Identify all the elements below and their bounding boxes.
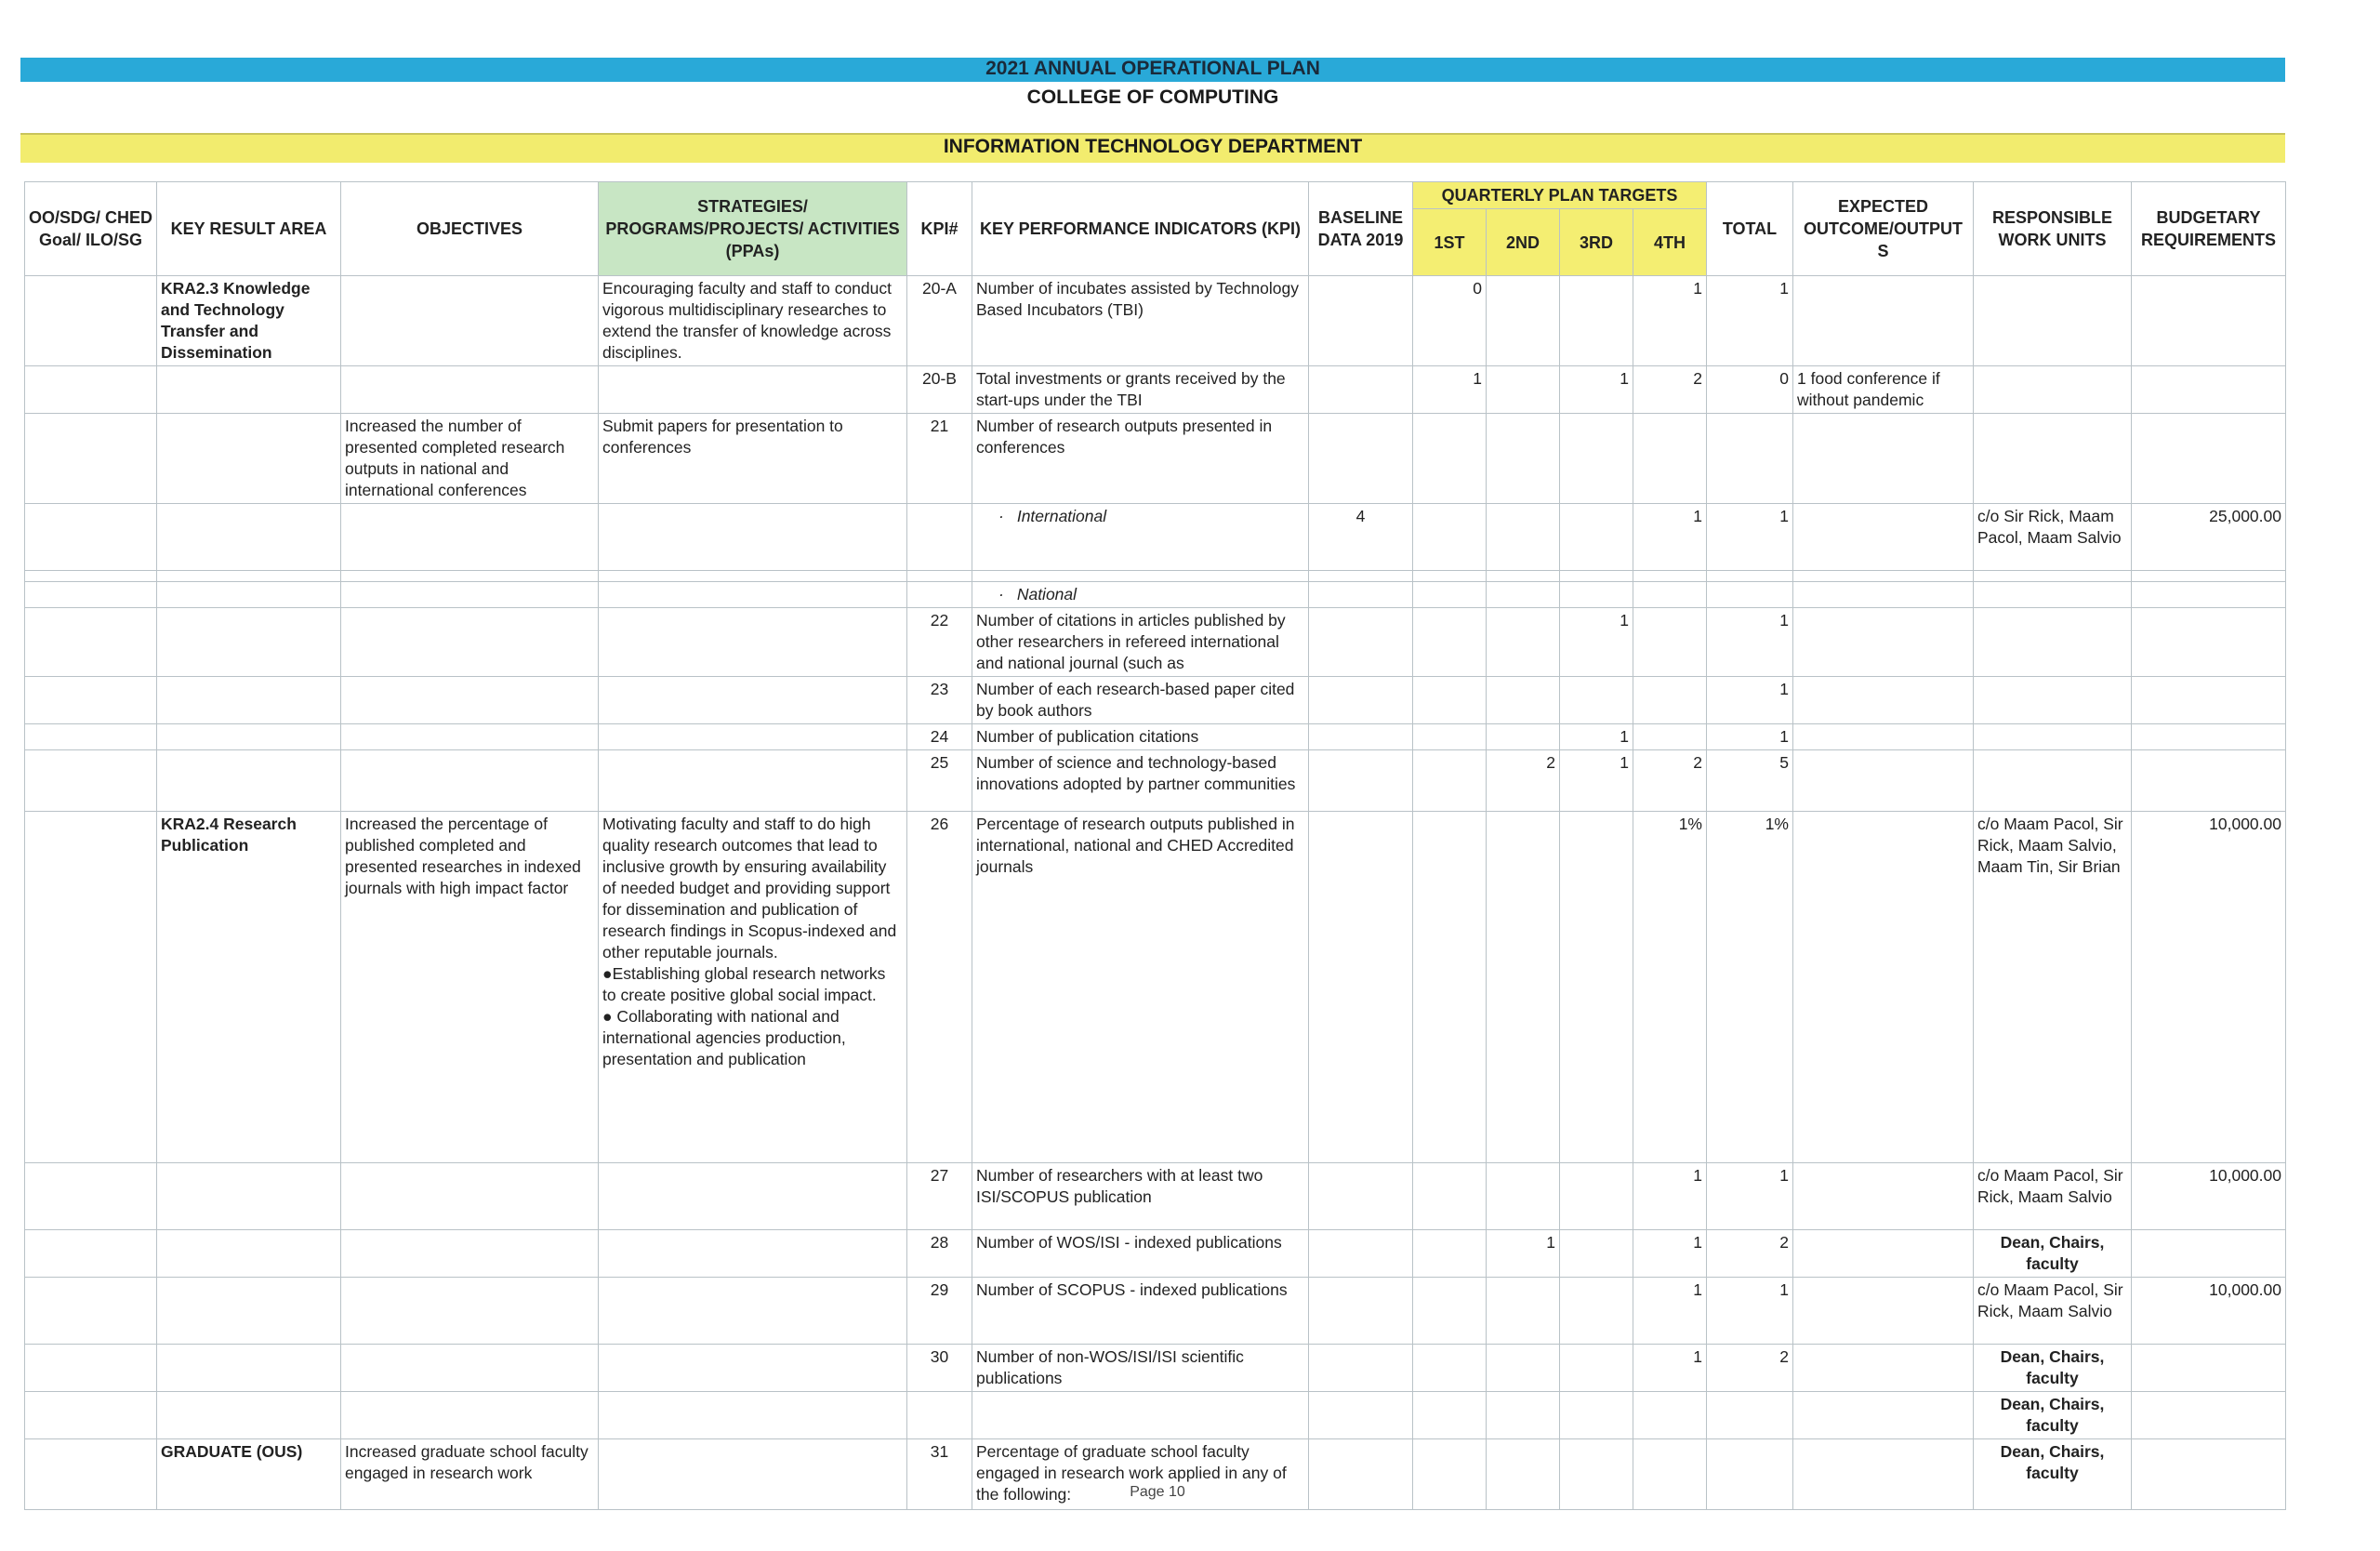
cell-kpi: Number of publication citations [972, 724, 1309, 750]
cell-strategy [599, 582, 907, 608]
cell-q3 [1560, 571, 1633, 582]
cell-q2: 2 [1487, 750, 1560, 812]
cell-objective [341, 677, 599, 724]
cell-strategy [599, 724, 907, 750]
col-responsible: RESPONSIBLE WORK UNITS [1974, 182, 2132, 276]
table-row [25, 571, 2286, 582]
cell-q1 [1413, 1345, 1487, 1392]
cell-baseline [1309, 724, 1413, 750]
cell-q4 [1633, 1392, 1707, 1439]
cell-kpi-number [907, 582, 972, 608]
cell-responsible: c/o Maam Pacol, Sir Rick, Maam Salvio, Maam Tin, Sir Brian [1974, 812, 2132, 1163]
table-row [25, 1392, 2286, 1439]
cell-responsible: c/o Maam Pacol, Sir Rick, Maam Salvio [1974, 1163, 2132, 1230]
cell-kra [157, 608, 341, 677]
cell-baseline [1309, 366, 1413, 414]
cell-q2 [1487, 724, 1560, 750]
table-row [25, 750, 2286, 812]
cell-q3: 1 [1560, 750, 1633, 812]
cell-kra: KRA2.4 Research Publication [157, 812, 341, 1163]
cell-q1 [1413, 1278, 1487, 1345]
cell-objective [341, 366, 599, 414]
cell-kra [157, 1392, 341, 1439]
cell-q4: 1% [1633, 812, 1707, 1163]
cell-q4 [1633, 582, 1707, 608]
col-kra: KEY RESULT AREA [157, 182, 341, 276]
col-kpi: KEY PERFORMANCE INDICATORS (KPI) [972, 182, 1309, 276]
cell-oosdg [25, 1230, 157, 1278]
cell-q4 [1633, 571, 1707, 582]
cell-q1 [1413, 1163, 1487, 1230]
cell-objective [341, 724, 599, 750]
cell-total: 1 [1707, 608, 1793, 677]
col-quarterly-targets: QUARTERLY PLAN TARGETS [1413, 182, 1707, 209]
cell-q4 [1633, 414, 1707, 504]
cell-oosdg [25, 1163, 157, 1230]
cell-strategy [599, 812, 907, 1163]
cell-kra: KRA2.3 Knowledge and Technology Transfer and Dissemination [157, 276, 341, 366]
cell-kpi-number: 30 [907, 1345, 972, 1392]
cell-expected [1793, 1278, 1974, 1345]
cell-q2 [1487, 608, 1560, 677]
cell-oosdg [25, 504, 157, 571]
table-row [25, 677, 2286, 724]
cell-q3 [1560, 276, 1633, 366]
cell-total: 1 [1707, 504, 1793, 571]
cell-q2 [1487, 571, 1560, 582]
cell-kpi-number: 23 [907, 677, 972, 724]
cell-responsible [1974, 677, 2132, 724]
cell-expected [1793, 571, 1974, 582]
cell-q4: 1 [1633, 1345, 1707, 1392]
cell-kpi-number: 25 [907, 750, 972, 812]
cell-expected [1793, 582, 1974, 608]
cell-q2 [1487, 414, 1560, 504]
cell-responsible [1974, 571, 2132, 582]
cell-objective [341, 1392, 599, 1439]
cell-budget [2132, 414, 2286, 504]
cell-responsible [1974, 276, 2132, 366]
cell-oosdg [25, 366, 157, 414]
page-number: Page 10 [1130, 1484, 1185, 1500]
cell-total: 1 [1707, 1163, 1793, 1230]
cell-responsible: Dean, Chairs, faculty [1974, 1439, 2132, 1510]
cell-budget: 10,000.00 [2132, 812, 2286, 1163]
table-row [25, 1230, 2286, 1278]
cell-kpi: Number of SCOPUS - indexed publications [972, 1278, 1309, 1345]
strategy-paragraph: ● Collaborating with national and international agencies production, presentation and publication [602, 1007, 846, 1068]
cell-kpi [972, 1392, 1309, 1439]
cell-budget: 25,000.00 [2132, 504, 2286, 571]
cell-objective [341, 1345, 599, 1392]
cell-responsible: c/o Maam Pacol, Sir Rick, Maam Salvio [1974, 1278, 2132, 1345]
cell-strategy [599, 1392, 907, 1439]
col-kpi-number: KPI# [907, 182, 972, 276]
cell-total: 2 [1707, 1345, 1793, 1392]
cell-strategy [599, 1278, 907, 1345]
table-row [25, 724, 2286, 750]
col-baseline: BASELINE DATA 2019 [1309, 182, 1413, 276]
col-q4: 4TH [1633, 209, 1707, 276]
cell-q3 [1560, 1392, 1633, 1439]
cell-expected: 1 food conference if without pandemic [1793, 366, 1974, 414]
cell-objective [341, 504, 599, 571]
cell-baseline [1309, 1278, 1413, 1345]
cell-strategy: Encouraging faculty and staff to conduct vigorous multidisciplinary researches to extend the transfer of knowledge across disciplines. [599, 276, 907, 366]
cell-kra [157, 414, 341, 504]
cell-q1 [1413, 504, 1487, 571]
cell-oosdg [25, 414, 157, 504]
cell-kra [157, 1345, 341, 1392]
cell-kpi-number [907, 1392, 972, 1439]
cell-budget [2132, 571, 2286, 582]
cell-oosdg [25, 1278, 157, 1345]
cell-q1 [1413, 1392, 1487, 1439]
cell-kpi-number: 20-B [907, 366, 972, 414]
cell-q1 [1413, 1230, 1487, 1278]
kpi-subitem: · International [998, 507, 1107, 525]
cell-kpi: Percentage of research outputs published in international, national and CHED Accredited journals [972, 812, 1309, 1163]
table-row [25, 366, 2286, 414]
cell-q3: 1 [1560, 608, 1633, 677]
cell-strategy [599, 608, 907, 677]
cell-responsible [1974, 366, 2132, 414]
cell-kpi: Number of non-WOS/ISI/ISI scientific publications [972, 1345, 1309, 1392]
cell-expected [1793, 1230, 1974, 1278]
cell-kpi-number [907, 571, 972, 582]
table-row [25, 504, 2286, 571]
cell-q2 [1487, 1345, 1560, 1392]
cell-responsible [1974, 414, 2132, 504]
cell-expected [1793, 276, 1974, 366]
cell-q3 [1560, 812, 1633, 1163]
cell-total: 0 [1707, 366, 1793, 414]
cell-objective [341, 582, 599, 608]
cell-q1: 0 [1413, 276, 1487, 366]
col-strategies: STRATEGIES/ PROGRAMS/PROJECTS/ ACTIVITIES (PPAs) [599, 182, 907, 276]
cell-q2 [1487, 582, 1560, 608]
cell-kra [157, 1278, 341, 1345]
cell-kra [157, 677, 341, 724]
cell-q4 [1633, 608, 1707, 677]
cell-objective [341, 276, 599, 366]
cell-baseline [1309, 1392, 1413, 1439]
cell-objective [341, 1230, 599, 1278]
college-title: COLLEGE OF COMPUTING [1026, 86, 1279, 108]
cell-q1 [1413, 414, 1487, 504]
col-expected: EXPECTED OUTCOME/OUTPUT S [1793, 182, 1974, 276]
cell-q1 [1413, 571, 1487, 582]
cell-kra [157, 1230, 341, 1278]
cell-responsible: Dean, Chairs, faculty [1974, 1345, 2132, 1392]
cell-budget [2132, 1230, 2286, 1278]
cell-q4: 1 [1633, 276, 1707, 366]
cell-oosdg [25, 276, 157, 366]
cell-kra [157, 750, 341, 812]
cell-q1 [1413, 812, 1487, 1163]
cell-kpi: Number of each research-based paper cited by book authors [972, 677, 1309, 724]
cell-objective: Increased the number of presented completed research outputs in national and international conferences [341, 414, 599, 504]
cell-responsible [1974, 724, 2132, 750]
cell-responsible [1974, 582, 2132, 608]
cell-kra [157, 366, 341, 414]
cell-kpi: Percentage of graduate school faculty engaged in research work applied in any of the following: [972, 1439, 1309, 1510]
col-q3: 3RD [1560, 209, 1633, 276]
cell-q3 [1560, 1345, 1633, 1392]
cell-q2 [1487, 677, 1560, 724]
cell-kra: GRADUATE (OUS) [157, 1439, 341, 1510]
cell-q4: 1 [1633, 1278, 1707, 1345]
col-budget: BUDGETARY REQUIREMENTS [2132, 182, 2286, 276]
cell-kpi [972, 504, 1309, 571]
cell-q1 [1413, 608, 1487, 677]
cell-strategy [599, 366, 907, 414]
cell-total [1707, 1392, 1793, 1439]
cell-kra [157, 582, 341, 608]
cell-objective [341, 750, 599, 812]
cell-q4: 1 [1633, 504, 1707, 571]
cell-q4 [1633, 724, 1707, 750]
cell-q4: 1 [1633, 1163, 1707, 1230]
cell-kpi-number: 21 [907, 414, 972, 504]
cell-responsible [1974, 608, 2132, 677]
cell-budget [2132, 750, 2286, 812]
cell-kpi-number: 20-A [907, 276, 972, 366]
cell-q3 [1560, 677, 1633, 724]
cell-kpi-number [907, 504, 972, 571]
cell-objective: Increased the percentage of published completed and presented researches in indexed journals with high impact factor [341, 812, 599, 1163]
cell-kpi-number: 27 [907, 1163, 972, 1230]
cell-objective [341, 1278, 599, 1345]
col-objectives: OBJECTIVES [341, 182, 599, 276]
col-q2: 2ND [1487, 209, 1560, 276]
cell-budget [2132, 582, 2286, 608]
cell-baseline [1309, 582, 1413, 608]
cell-q3 [1560, 1230, 1633, 1278]
cell-strategy [599, 571, 907, 582]
cell-q3 [1560, 1163, 1633, 1230]
col-total: TOTAL [1707, 182, 1793, 276]
cell-total: 1 [1707, 677, 1793, 724]
cell-expected [1793, 724, 1974, 750]
cell-responsible: c/o Sir Rick, Maam Pacol, Maam Salvio [1974, 504, 2132, 571]
cell-q2 [1487, 276, 1560, 366]
cell-expected [1793, 504, 1974, 571]
cell-q2 [1487, 366, 1560, 414]
cell-q2 [1487, 1163, 1560, 1230]
col-oosdg: OO/SDG/ CHED Goal/ ILO/SG [25, 182, 157, 276]
department-title: INFORMATION TECHNOLOGY DEPARTMENT [943, 136, 1363, 157]
cell-objective [341, 608, 599, 677]
cell-baseline [1309, 1230, 1413, 1278]
cell-kpi-number: 28 [907, 1230, 972, 1278]
cell-kra [157, 571, 341, 582]
cell-kpi: Number of WOS/ISI - indexed publications [972, 1230, 1309, 1278]
cell-strategy [599, 1345, 907, 1392]
cell-budget [2132, 608, 2286, 677]
cell-q1 [1413, 724, 1487, 750]
cell-q3: 1 [1560, 366, 1633, 414]
operational-plan-table [24, 181, 2286, 1510]
table-row [25, 1345, 2286, 1392]
cell-baseline [1309, 677, 1413, 724]
cell-oosdg [25, 571, 157, 582]
cell-kra [157, 724, 341, 750]
cell-baseline [1309, 608, 1413, 677]
table-row [25, 582, 2286, 608]
cell-budget: 10,000.00 [2132, 1278, 2286, 1345]
cell-q2 [1487, 504, 1560, 571]
cell-responsible [1974, 750, 2132, 812]
cell-oosdg [25, 812, 157, 1163]
cell-q4: 2 [1633, 750, 1707, 812]
bullet-icon: · [998, 507, 1004, 525]
table-row [25, 1278, 2286, 1345]
cell-total [1707, 571, 1793, 582]
cell-expected [1793, 812, 1974, 1163]
cell-kpi: Total investments or grants received by the start-ups under the TBI [972, 366, 1309, 414]
cell-oosdg [25, 750, 157, 812]
cell-objective [341, 571, 599, 582]
cell-kpi-number: 22 [907, 608, 972, 677]
table-row [25, 276, 2286, 366]
cell-total: 1 [1707, 1278, 1793, 1345]
table-row [25, 608, 2286, 677]
cell-baseline [1309, 1345, 1413, 1392]
cell-objective [341, 1163, 599, 1230]
cell-expected [1793, 414, 1974, 504]
table-row [25, 414, 2286, 504]
cell-responsible: Dean, Chairs, faculty [1974, 1392, 2132, 1439]
cell-q3 [1560, 414, 1633, 504]
cell-budget [2132, 1345, 2286, 1392]
cell-budget [2132, 366, 2286, 414]
cell-total: 5 [1707, 750, 1793, 812]
cell-q3 [1560, 582, 1633, 608]
cell-kra [157, 1163, 341, 1230]
cell-budget [2132, 1392, 2286, 1439]
table-row [25, 1163, 2286, 1230]
cell-oosdg [25, 724, 157, 750]
cell-total: 1% [1707, 812, 1793, 1163]
cell-total [1707, 582, 1793, 608]
cell-q3: 1 [1560, 724, 1633, 750]
cell-expected [1793, 608, 1974, 677]
cell-expected [1793, 1392, 1974, 1439]
cell-responsible: Dean, Chairs, faculty [1974, 1230, 2132, 1278]
cell-strategy: Submit papers for presentation to conferences [599, 414, 907, 504]
cell-baseline [1309, 414, 1413, 504]
strategy-paragraph: ●Establishing global research networks to create positive global social impact. [602, 964, 886, 1004]
cell-kpi: Number of citations in articles published by other researchers in refereed international and national journal (such as [972, 608, 1309, 677]
cell-oosdg [25, 582, 157, 608]
cell-q4 [1633, 677, 1707, 724]
cell-kpi: Number of incubates assisted by Technology Based Incubators (TBI) [972, 276, 1309, 366]
cell-q1 [1413, 750, 1487, 812]
cell-q3 [1560, 504, 1633, 571]
cell-kpi-number: 24 [907, 724, 972, 750]
cell-baseline [1309, 812, 1413, 1163]
bullet-icon: · [998, 585, 1004, 603]
cell-strategy [599, 1230, 907, 1278]
table-row [25, 812, 2286, 1163]
cell-q4: 1 [1633, 1230, 1707, 1278]
cell-q2 [1487, 1278, 1560, 1345]
cell-budget [2132, 276, 2286, 366]
col-q1: 1ST [1413, 209, 1487, 276]
cell-budget [2132, 677, 2286, 724]
cell-strategy [599, 1163, 907, 1230]
cell-q2 [1487, 1392, 1560, 1439]
cell-expected [1793, 750, 1974, 812]
cell-oosdg [25, 1345, 157, 1392]
cell-baseline [1309, 571, 1413, 582]
cell-strategy [599, 750, 907, 812]
cell-baseline [1309, 1163, 1413, 1230]
cell-oosdg [25, 1392, 157, 1439]
kpi-subitem: · National [998, 585, 1078, 603]
cell-total [1707, 414, 1793, 504]
cell-kpi-number: 29 [907, 1278, 972, 1345]
cell-kpi [972, 571, 1309, 582]
cell-budget [2132, 724, 2286, 750]
cell-oosdg [25, 677, 157, 724]
cell-kpi: Number of researchers with at least two ISI/SCOPUS publication [972, 1163, 1309, 1230]
cell-kpi: Number of science and technology-based innovations adopted by partner communities [972, 750, 1309, 812]
cell-total: 2 [1707, 1230, 1793, 1278]
cell-total: 1 [1707, 724, 1793, 750]
cell-budget: 10,000.00 [2132, 1163, 2286, 1230]
cell-strategy [599, 677, 907, 724]
cell-q1: 1 [1413, 366, 1487, 414]
cell-total: 1 [1707, 276, 1793, 366]
cell-objective: Increased graduate school faculty engaged in research work [341, 1439, 599, 1510]
cell-q2 [1487, 812, 1560, 1163]
cell-q3 [1560, 1278, 1633, 1345]
cell-baseline [1309, 276, 1413, 366]
cell-expected [1793, 1163, 1974, 1230]
cell-expected [1793, 1345, 1974, 1392]
cell-q2: 1 [1487, 1230, 1560, 1278]
cell-kpi-number: 31 [907, 1439, 972, 1510]
cell-q1 [1413, 582, 1487, 608]
cell-baseline: 4 [1309, 504, 1413, 571]
cell-strategy [599, 504, 907, 571]
cell-q4: 2 [1633, 366, 1707, 414]
cell-expected [1793, 677, 1974, 724]
cell-kra [157, 504, 341, 571]
cell-kpi: Number of research outputs presented in conferences [972, 414, 1309, 504]
plan-title: 2021 ANNUAL OPERATIONAL PLAN [985, 58, 1320, 79]
strategy-paragraph: Motivating faculty and staff to do high quality research outcomes that lead to inclusive growth by ensuring availability of needed budget and providing support for dissemination and publication of research findings in Scopus-indexed and other reputable journals. [602, 815, 897, 961]
cell-oosdg [25, 608, 157, 677]
cell-q1 [1413, 677, 1487, 724]
cell-kpi-number: 26 [907, 812, 972, 1163]
cell-baseline [1309, 750, 1413, 812]
cell-kpi [972, 582, 1309, 608]
